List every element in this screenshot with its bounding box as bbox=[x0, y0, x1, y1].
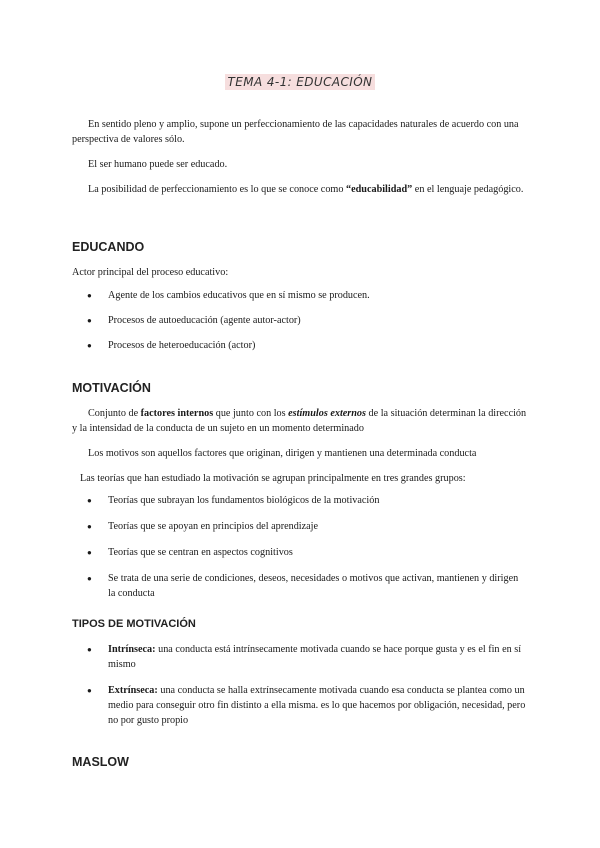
intro-paragraph-3 bbox=[72, 182, 528, 197]
bullet-icon: ● bbox=[87, 522, 92, 531]
title-highlight: TEMA 4-1: EDUCACIÓN bbox=[225, 74, 376, 90]
list-item bbox=[88, 313, 528, 328]
list-item-text bbox=[88, 683, 528, 728]
bullet-icon: ● bbox=[87, 548, 92, 557]
bullet-icon: ● bbox=[87, 645, 92, 654]
heading-tipos-motivacion: TIPOS DE MOTIVACIÓN bbox=[72, 618, 196, 630]
heading-motivacion: MOTIVACIÓN bbox=[72, 381, 151, 395]
educando-text: Actor principal del proceso educativo: bbox=[72, 267, 229, 278]
list-item bbox=[88, 519, 528, 534]
list-item bbox=[88, 338, 528, 353]
heading-maslow: MASLOW bbox=[72, 755, 129, 769]
estimulos-externos-term: estímulos externos bbox=[288, 408, 366, 419]
intro-p3-text-end: en el lenguaje pedagógico. bbox=[412, 184, 524, 195]
motivacion-p1-text: que junto con los bbox=[213, 408, 289, 419]
list-item bbox=[88, 642, 528, 672]
motivacion-p1-text: de la situación determinan la dirección y la intensidad de la conducta de un sujeto en un momento determinado bbox=[72, 408, 527, 434]
motivacion-p1-text: Conjunto de bbox=[88, 408, 141, 419]
bullet-icon: ● bbox=[87, 291, 92, 300]
list-item bbox=[88, 571, 528, 601]
intrinseca-term: Intrínseca: bbox=[108, 644, 156, 655]
bullet-icon: ● bbox=[87, 341, 92, 350]
list-item-text: Agente de los cambios educativos que en sí mismo se producen. bbox=[108, 290, 370, 301]
bullet-icon: ● bbox=[87, 496, 92, 505]
page-title bbox=[0, 73, 600, 91]
list-item bbox=[88, 545, 528, 560]
intrinseca-text: una conducta está intrínsecamente motivada cuando se hace porque gusta y es el fin en sí mismo bbox=[108, 644, 522, 670]
list-item bbox=[88, 683, 528, 728]
motivacion-paragraph-3: Las teorías que han estudiado la motivación se agrupan principalmente en tres grandes grupos: bbox=[80, 473, 466, 484]
intro-paragraph-2: El ser humano puede ser educado. bbox=[88, 159, 228, 170]
intro-p3-text: La posibilidad de perfeccionamiento es lo que se conoce como bbox=[88, 184, 346, 195]
extrinseca-term: Extrínseca: bbox=[108, 685, 158, 696]
educabilidad-term: “educabilidad” bbox=[346, 184, 413, 195]
list-item-text bbox=[88, 642, 528, 672]
motivacion-paragraph-2: Los motivos son aquellos factores que originan, dirigen y mantienen una determinada conducta bbox=[88, 448, 477, 459]
bullet-icon: ● bbox=[87, 686, 92, 695]
motivacion-paragraph-1 bbox=[72, 406, 528, 436]
factores-internos-term: factores internos bbox=[140, 408, 214, 419]
list-item bbox=[88, 288, 528, 303]
bullet-icon: ● bbox=[87, 574, 92, 583]
list-item-text: Teorías que se apoyan en principios del aprendizaje bbox=[108, 521, 319, 532]
bullet-icon: ● bbox=[87, 316, 92, 325]
list-item-text: Procesos de autoeducación (agente autor-actor) bbox=[108, 315, 301, 326]
list-item-text: Se trata de una serie de condiciones, deseos, necesidades o motivos que activan, mantienen y dirigen la conducta bbox=[108, 573, 519, 599]
list-item-text: Teorías que subrayan los fundamentos biológicos de la motivación bbox=[108, 495, 380, 506]
extrinseca-text: una conducta se halla extrínsecamente motivada cuando esa conducta se plantea como un medio para conseguir otro fin distinto a ella misma. es lo que hacemos por obligación, necesidad, pero no por gusto propio bbox=[108, 685, 526, 726]
list-item bbox=[88, 493, 528, 508]
list-item-text: Teorías que se centran en aspectos cognitivos bbox=[108, 547, 293, 558]
intro-paragraph-1: En sentido pleno y amplio, supone un perfeccionamiento de las capacidades naturales de acuerdo con una perspectiva de valores sólo. bbox=[72, 119, 519, 145]
heading-educando: EDUCANDO bbox=[72, 240, 145, 254]
list-item-text: Procesos de heteroeducación (actor) bbox=[108, 340, 256, 351]
